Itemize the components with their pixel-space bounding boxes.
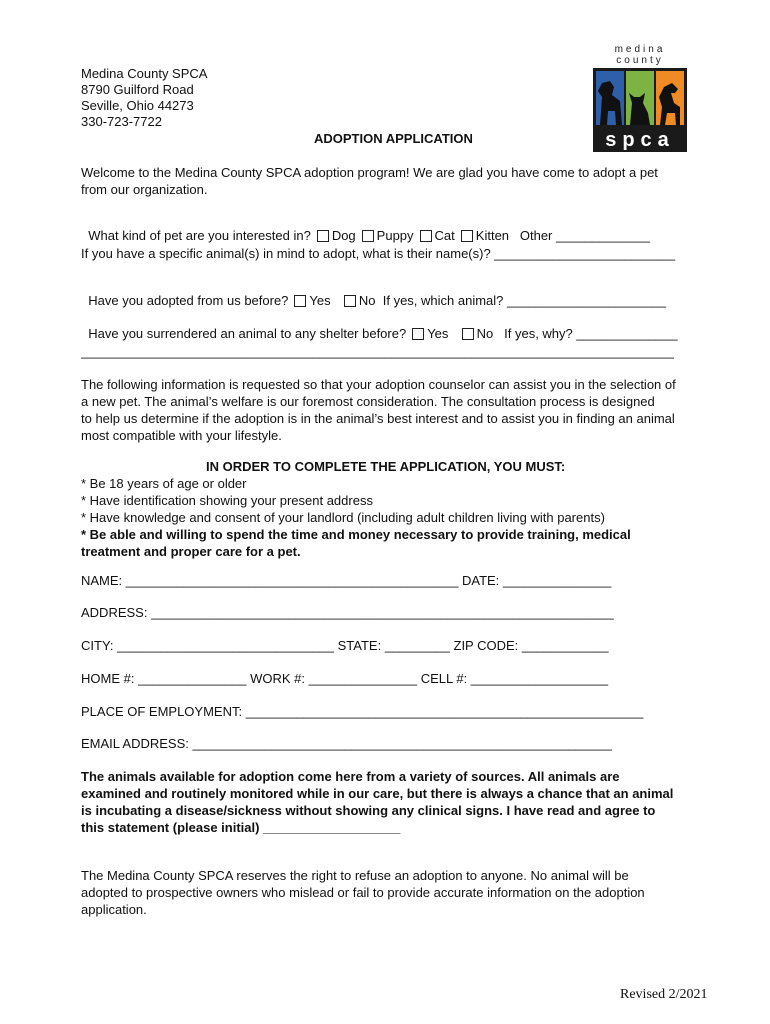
org-name: Medina County SPCA xyxy=(81,66,208,81)
requirement-item-bold: treatment and proper care for a pet. xyxy=(81,544,301,559)
org-address xyxy=(81,66,207,130)
pet-type-question xyxy=(81,213,650,243)
spca-logo xyxy=(592,44,688,153)
info-paragraph xyxy=(81,376,676,444)
dog-checkbox[interactable] xyxy=(317,230,329,242)
adopted-no-checkbox[interactable] xyxy=(344,295,356,307)
surrendered-label: Have you surrendered an animal to any shelter before? xyxy=(88,326,407,341)
name-date-field[interactable]: NAME: ______________________________________________ DATE: _______________ xyxy=(81,573,612,588)
info-line: The following information is requested so that your adoption counselor can assist you in the selection of xyxy=(81,377,676,392)
requirements-heading: IN ORDER TO COMPLETE THE APPLICATION, YOU MUST: xyxy=(206,459,566,474)
refuse-paragraph xyxy=(81,867,645,918)
city-state-zip-field[interactable]: CITY: ______________________________ STATE: _________ ZIP CODE: ____________ xyxy=(81,638,609,653)
info-line: a new pet. The animal’s welfare is our foremost consideration. The consultation process is designed xyxy=(81,394,655,409)
dog-label: Dog xyxy=(331,228,356,243)
cat-checkbox[interactable] xyxy=(420,230,432,242)
adopted-yes-checkbox[interactable] xyxy=(294,295,306,307)
email-field[interactable]: EMAIL ADDRESS: __________________________________________________________ xyxy=(81,736,612,751)
disclaimer-line: The animals available for adoption come here from a variety of sources. All animals are xyxy=(81,769,620,784)
specific-animal-field[interactable]: If you have a specific animal(s) in mind to adopt, what is their name(s)? _________________________ xyxy=(81,246,676,261)
employment-field[interactable]: PLACE OF EMPLOYMENT: _______________________________________________________ xyxy=(81,704,644,719)
adopted-before-label: Have you adopted from us before? xyxy=(88,293,289,308)
logo-graphic xyxy=(592,67,688,153)
other-pet-field[interactable]: Other _____________ xyxy=(519,228,650,243)
pet-type-label: What kind of pet are you interested in? xyxy=(88,228,311,243)
requirement-item: * Have identification showing your present address xyxy=(81,493,373,508)
initial-field[interactable]: this statement (please initial) ___________________ xyxy=(81,820,401,835)
refuse-line: The Medina County SPCA reserves the right to refuse an adoption to anyone. No animal will be xyxy=(81,868,629,883)
surrendered-no-label: No xyxy=(476,326,494,341)
disclaimer-line: is incubating a disease/sickness without showing any clinical signs. I have read and agree to xyxy=(81,803,656,818)
puppy-checkbox[interactable] xyxy=(362,230,374,242)
cat-label: Cat xyxy=(434,228,455,243)
surrendered-yes-label: Yes xyxy=(427,326,449,341)
org-city: Seville, Ohio 44273 xyxy=(81,98,194,113)
adopted-yes-label: Yes xyxy=(309,293,331,308)
adopted-before-question xyxy=(81,278,666,308)
disclaimer-paragraph xyxy=(81,768,673,836)
surrendered-yes-checkbox[interactable] xyxy=(412,328,424,340)
revised-date: Revised 2/2021 xyxy=(620,987,708,1002)
refuse-line: application. xyxy=(81,902,147,917)
disclaimer-line: examined and routinely monitored while in our care, but there is always a chance that an animal xyxy=(81,786,674,801)
requirement-item: * Have knowledge and consent of your landlord (including adult children living with parents) xyxy=(81,510,605,525)
requirement-item-bold: * Be able and willing to spend the time and money necessary to provide training, medical xyxy=(81,527,631,542)
org-phone: 330-723-7722 xyxy=(81,114,162,129)
info-line: to help us determine if the adoption is in the animal’s best interest and to assist you in finding an animal xyxy=(81,411,675,426)
intro-line: from our organization. xyxy=(81,182,208,197)
surrendered-why-field[interactable]: If yes, why? ______________ xyxy=(504,326,678,341)
intro-line: Welcome to the Medina County SPCA adoption program! We are glad you have come to adopt a pet xyxy=(81,165,658,180)
org-street: 8790 Guilford Road xyxy=(81,82,194,97)
puppy-label: Puppy xyxy=(376,228,414,243)
kitten-label: Kitten xyxy=(475,228,510,243)
adopted-no-label: No xyxy=(358,293,376,308)
page-title: ADOPTION APPLICATION xyxy=(314,131,473,146)
kitten-checkbox[interactable] xyxy=(461,230,473,242)
surrendered-question xyxy=(81,311,678,341)
logo-bottom-text: spca xyxy=(605,129,675,151)
phone-numbers-field[interactable]: HOME #: _______________ WORK #: _______________ CELL #: ___________________ xyxy=(81,671,609,686)
requirements-list xyxy=(81,475,631,560)
which-animal-field[interactable]: If yes, which animal? ______________________ xyxy=(382,293,667,308)
refuse-line: adopted to prospective owners who mislead or fail to provide accurate information on the adoption xyxy=(81,885,645,900)
intro-paragraph xyxy=(81,164,658,198)
info-line: most compatible with your lifestyle. xyxy=(81,428,282,443)
logo-top-text: medina county xyxy=(614,44,666,66)
address-field[interactable]: ADDRESS: ________________________________________________________________ xyxy=(81,605,614,620)
requirement-item: * Be 18 years of age or older xyxy=(81,476,247,491)
surrendered-why-continuation[interactable]: __________________________________________________________________________________ xyxy=(81,344,674,359)
surrendered-no-checkbox[interactable] xyxy=(462,328,474,340)
